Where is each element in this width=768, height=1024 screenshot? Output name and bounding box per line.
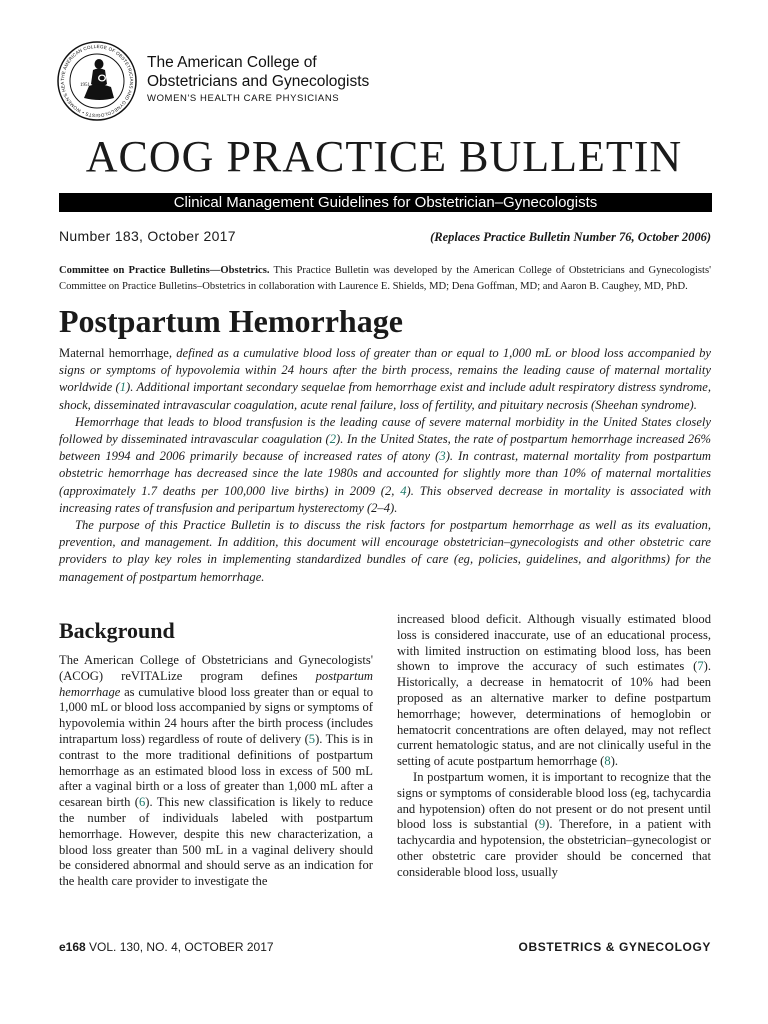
body-text: ). Therefore, in a patient with tachycardia and hypotension, the obstetrician–gynecologist or other obstetric care provider should be concerned that considerable blood loss, usually — [397, 817, 712, 879]
abstract-text: ). In contrast, maternal mortality from postpartum obstetric hemorrhage has decreased since the late 1980s and accounted for slightly more than 10% of maternal mortalities (approximately 1.7 deaths per 100,000 live births) in 2009 (2, — [59, 449, 711, 498]
logo-year: 1951 — [80, 83, 90, 88]
reference-link[interactable]: 4 — [400, 483, 407, 498]
body-emphasis: postpartum hemorrhage — [59, 668, 373, 699]
body-text: as cumulative blood loss greater than or equal to 1,000 mL or blood loss accompanied by signs or symptoms of hypovolemia within 24 hours after the birth process (includes intrapartum loss) regardless of route of delivery ( — [59, 684, 373, 746]
body-text: increased blood deficit. Although visually estimated blood loss is considered inaccurate, use of an educational process, with limited instruction on estimating blood loss, has been shown to improve the accuracy of such estimates ( — [397, 612, 711, 674]
reference-link[interactable]: 3 — [439, 449, 446, 464]
abstract-text: defined as a cumulative blood loss of greater than or equal to 1,000 mL or blood loss accompanied by signs or symptoms of hypovolemia within 24 hours after the birth process, remains the leading cause of maternal mortality worldwide ( — [59, 346, 711, 395]
reference-link[interactable]: 6 — [139, 795, 146, 810]
article-title: Postpartum Hemorrhage — [59, 303, 403, 339]
abstract-text: Hemorrhage that leads to blood transfusion is the leading cause of severe maternal morbidity in the United States closely followed by disseminated intravascular coagulation ( — [59, 414, 711, 447]
replaces-note: (Replaces Practice Bulletin Number 76, October 2006) — [430, 230, 711, 244]
body-text: ). This new classification is likely to reduce the number of individuals labeled with postpartum hemorrhage. However, despite this new characterization, a blood loss greater than 500 mL in a vaginal delivery should be considered abnormal and should serve as an indication for the health care provider to investigate the — [59, 795, 373, 889]
body-text: ). — [610, 754, 619, 769]
body-text: The American College of Obstetricians and Gynecologists' (ACOG) reVITALize program defines — [59, 653, 373, 683]
body-text: In postpartum women, it is important to recognize that the signs or symptoms of considerable blood loss (eg, tachycardia and hypotension) often do not present or do not present until blood loss is substantial ( — [397, 769, 711, 832]
abstract-text: ). Additional important secondary sequelae from hemorrhage exist and include adult respiratory distress syndrome, shock, disseminated intravascular coagulation, acute renal failure, loss of fertility, and pituitary necrosis (Sheehan syndrome). — [59, 380, 712, 412]
body-paragraph — [397, 770, 711, 881]
section-heading-background: Background — [59, 618, 175, 643]
page-number: e168 — [59, 940, 86, 954]
body-paragraph — [397, 612, 711, 770]
abstract-paragraph: The purpose of this Practice Bulletin is to discuss the risk factors for postpartum hemorrhage as well as its evaluation, prevention, and management. In addition, this document will encourage obstetrician–gynecologists and other obstetric care providers to play key roles in implementing standardized bundles of care (eg, policies, guidelines, and algorithms) for the management of postpartum hemorrhage. — [59, 518, 711, 584]
journal-name: OBSTETRICS & GYNECOLOGY — [518, 940, 711, 954]
subtitle-bar: Clinical Management Guidelines for Obstetrician–Gynecologists — [59, 193, 712, 212]
body-text: ). Historically, a decrease in hematocrit of 10% had been proposed as an alternative marker to define postpartum hemorrhage; however, determinations of hemoglobin or hematocrit concentrations are often delayed, may not reflect current hematologic status, and are not clinically useful in the setting of acute postpartum hemorrhage ( — [397, 659, 711, 769]
reference-link[interactable]: 9 — [538, 817, 546, 832]
bulletin-number: Number 183, October 2017 — [59, 228, 236, 244]
reference-link[interactable]: 2 — [329, 432, 337, 447]
body-text: ). This is in contrast to the more traditional definitions of postpartum hemorrhage as an estimated blood loss in excess of 500 mL after a vaginal birth or a loss of greater than 1,000 mL after a cesarean birth ( — [59, 731, 373, 810]
reference-link[interactable]: 5 — [308, 731, 316, 746]
acog-seal-icon — [56, 40, 138, 122]
abstract-lead: Maternal hemorrhage, — [59, 346, 172, 360]
committee-statement — [59, 263, 711, 295]
abstract-text: ). In the United States, the rate of postpartum hemorrhage increased 26% between 1994 and 2006 primarily because of increased rates of atony ( — [59, 432, 711, 464]
left-column — [59, 612, 373, 890]
reference-link[interactable]: 1 — [119, 380, 127, 395]
abstract-paragraph — [59, 414, 711, 517]
org-line-1: The American College of — [147, 54, 317, 71]
footer-issue — [59, 940, 274, 954]
reference-link[interactable]: 7 — [697, 659, 704, 674]
org-tagline: WOMEN'S HEALTH CARE PHYSICIANS — [147, 93, 340, 104]
reference-link[interactable]: 8 — [604, 754, 611, 769]
logo-ring-text: THE AMERICAN COLLEGE OF OBSTETRICIANS AND GYNECOLOGISTS • WOMEN'S HEA — [59, 43, 135, 119]
committee-lead: Committee on Practice Bulletins—Obstetrics. — [59, 265, 270, 276]
right-column — [397, 612, 711, 881]
issue-info: VOL. 130, NO. 4, OCTOBER 2017 — [89, 940, 274, 954]
abstract-paragraph — [59, 345, 711, 414]
abstract-text: ). This observed decrease in mortality is associated with increasing rates of transfusion and peripartum hysterectomy (2–4). — [59, 483, 712, 515]
bulletin-title: ACOG PRACTICE BULLETIN — [85, 132, 683, 181]
committee-text: This Practice Bulletin was developed by the American College of Obstetricians and Gynecologists' Committee on Practice Bulletins–Obstetrics in collaboration with Laurence E. Shields, MD; Dena Goffman, MD; and Aaron B. Caughey, MD, PhD. — [59, 265, 711, 292]
organization-name — [147, 53, 369, 104]
body-paragraph — [59, 653, 373, 890]
acog-logo — [56, 40, 138, 122]
abstract — [59, 345, 711, 586]
org-line-2: Obstetricians and Gynecologists — [147, 73, 370, 90]
